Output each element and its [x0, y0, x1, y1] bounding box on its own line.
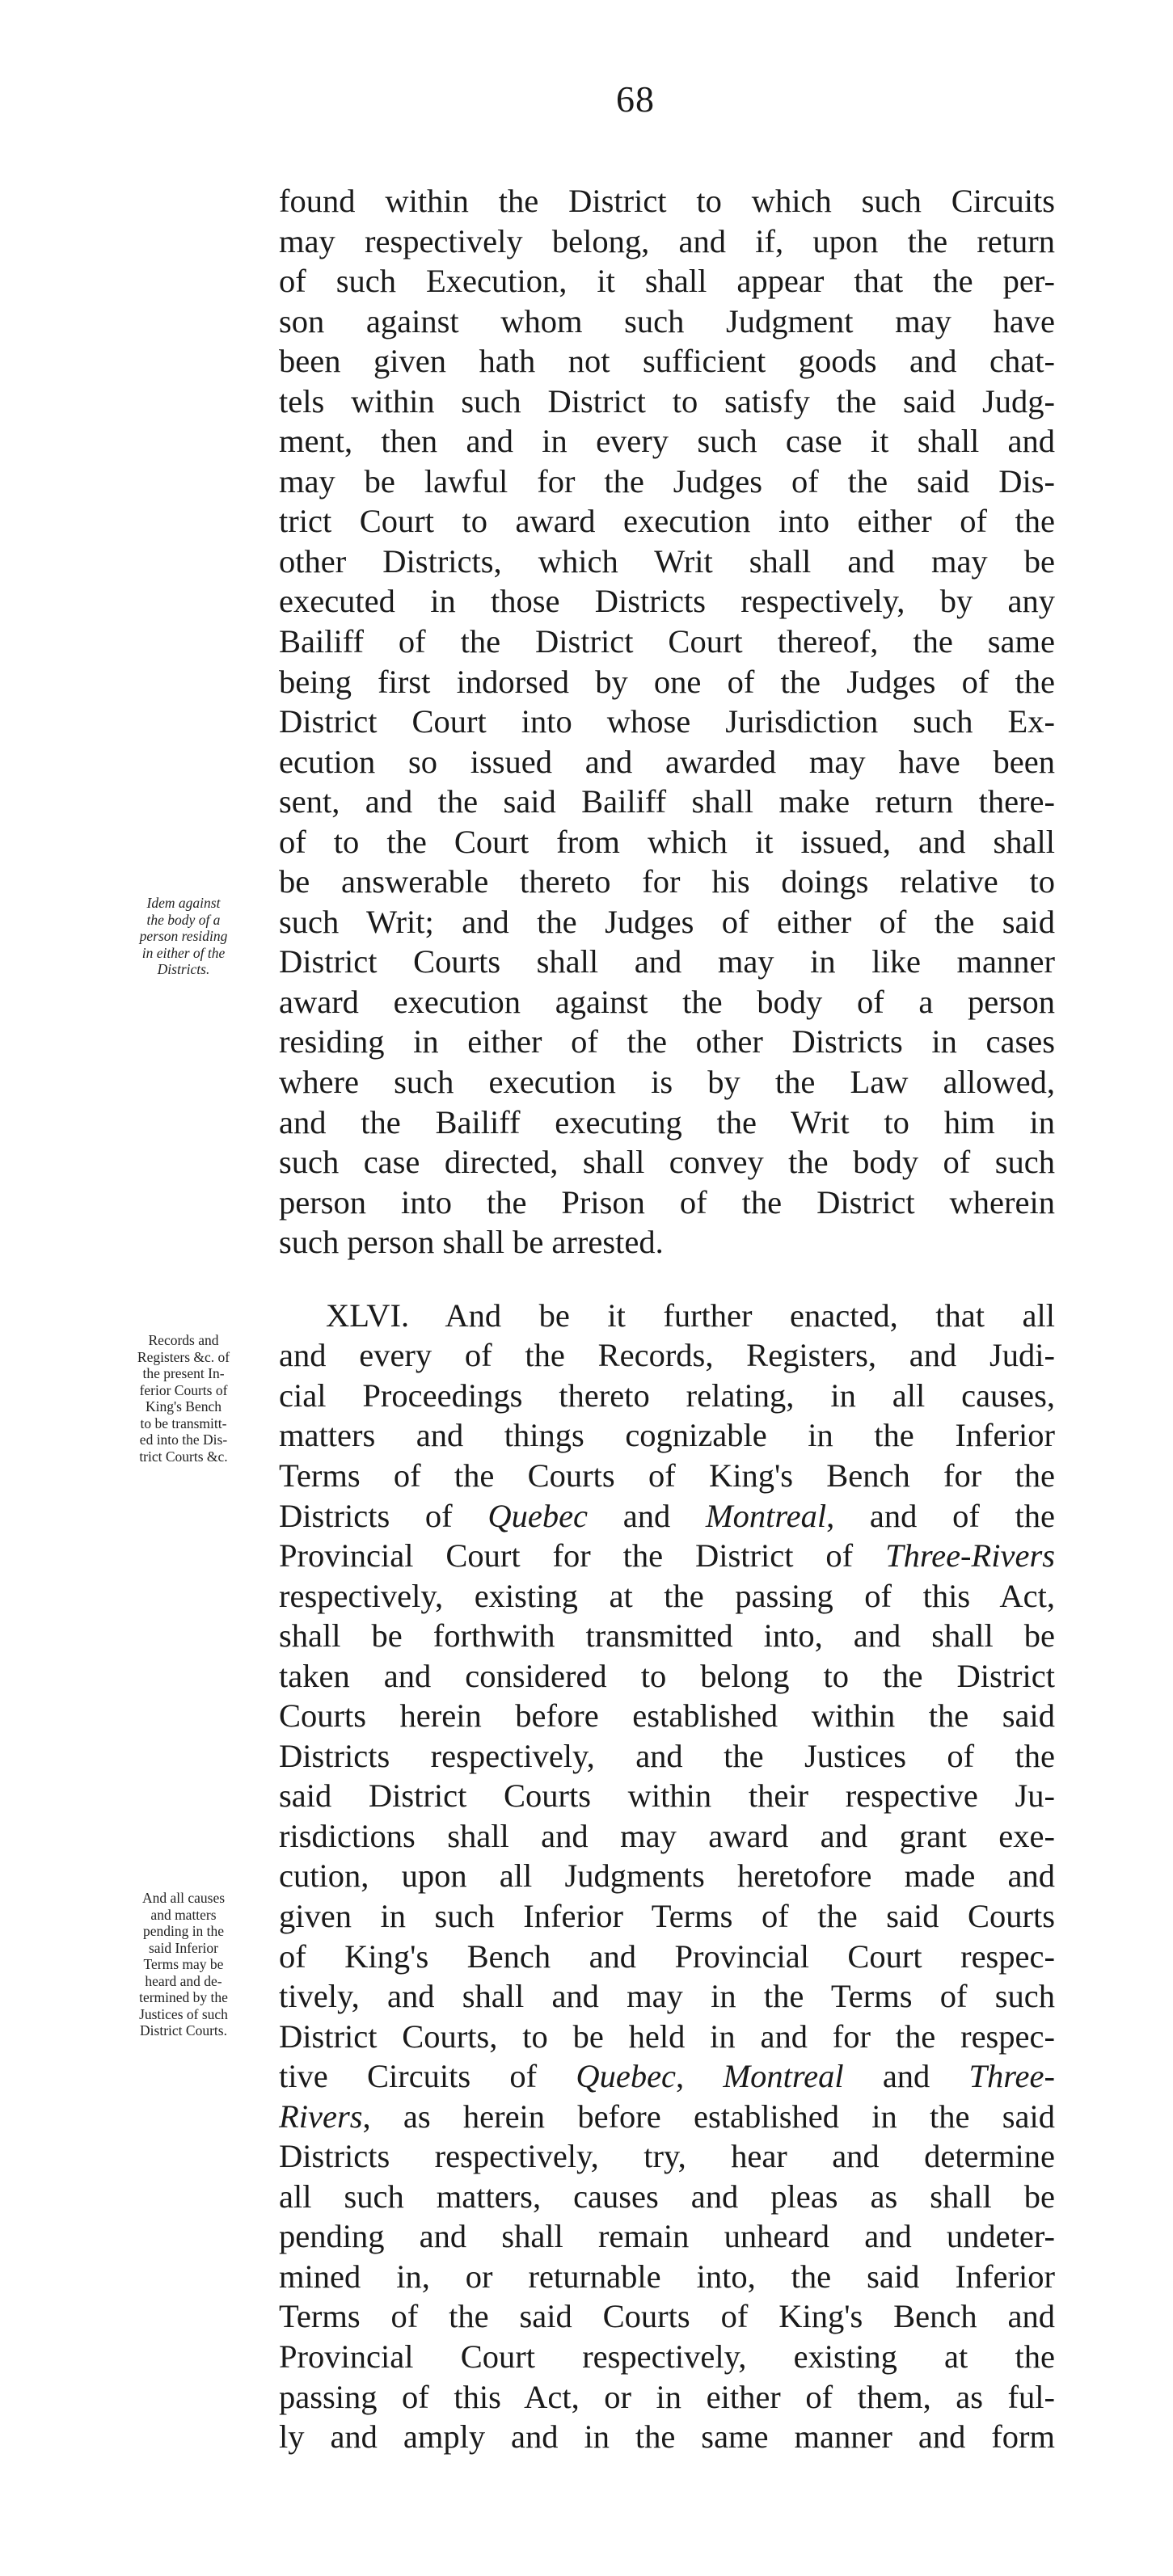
- text-line: of such Execution, it shall appear that the per-: [279, 263, 1055, 300]
- place-name-montreal: Montreal: [723, 2058, 844, 2095]
- text-line: [279, 2056, 1055, 2097]
- text-run: , and of the: [826, 1497, 1055, 1534]
- text-run: and: [843, 2058, 969, 2095]
- text-line: such person shall be arrested.: [279, 1224, 664, 1261]
- text-line: such Writ; and the Judges of either of the said: [279, 903, 1055, 940]
- text-line: executed in those Districts respectively, by any: [279, 583, 1055, 620]
- text-line: being first indorsed by one of the Judges of the: [279, 663, 1055, 700]
- text-run: , as herein before established in the said: [362, 2097, 1055, 2135]
- text-line: Districts respectively, try, hear and determine: [279, 2138, 1055, 2175]
- text-line: and the Bailiff executing the Writ to him in: [279, 1103, 1055, 1140]
- text-line: person into the Prison of the District wherein: [279, 1183, 1055, 1221]
- text-line: risdictions shall and may award and grant exe-: [279, 1817, 1055, 1854]
- place-name-three-rivers: Three-Rivers: [885, 1537, 1055, 1575]
- place-name-three-rivers: Three-: [968, 2058, 1055, 2095]
- text-line: District Court into whose Jurisdiction such Ex-: [279, 703, 1055, 740]
- text-line: cution, upon all Judgments heretofore made and: [279, 1857, 1055, 1895]
- text-run: tive Circuits of: [279, 2058, 576, 2095]
- margin-note-line: termined by the: [139, 1989, 228, 2005]
- text-line: said District Courts within their respective Ju-: [279, 1777, 1055, 1815]
- margin-note-idem: [95, 895, 272, 978]
- text-line: tively, and shall and may in the Terms of such: [279, 1978, 1055, 2015]
- margin-note-line: King's Bench: [145, 1398, 222, 1414]
- text-line: given in such Inferior Terms of the said Courts: [279, 1897, 1055, 1934]
- margin-note-line: trict Courts &c.: [139, 1448, 228, 1465]
- place-name-montreal: Montreal: [705, 1497, 827, 1534]
- text-line: Terms of the said Courts of King's Bench and: [279, 2298, 1055, 2335]
- text-line: of to the Court from which it issued, and shall: [279, 823, 1055, 860]
- paragraph-1: [279, 181, 1055, 1263]
- margin-note-line: And all causes: [141, 1890, 226, 1906]
- text-line: cial Proceedings thereto relating, in all causes,: [279, 1377, 1055, 1414]
- place-name-quebec: Quebec: [576, 2058, 677, 2095]
- text-run: ,: [676, 2058, 724, 2095]
- page-number: 68: [616, 78, 655, 120]
- margin-note-line: and matters: [150, 1906, 217, 1923]
- text-line: may respectively belong, and if, upon the return: [279, 222, 1055, 259]
- text-line: Provincial Court respectively, existing at the: [279, 2338, 1055, 2375]
- text-line: found within the District to which such Circuits: [279, 183, 1055, 219]
- text-line: award execution against the body of a person: [279, 983, 1055, 1020]
- text-line: Districts respectively, and the Justices of the: [279, 1737, 1055, 1774]
- text-line: Courts herein before established within the said: [279, 1697, 1055, 1735]
- text-line: Bailiff of the District Court thereof, the same: [279, 623, 1055, 660]
- text-run: Provincial Court for the District of: [279, 1537, 886, 1575]
- margin-note-line: person residing: [139, 928, 228, 944]
- margin-note-line: Justices of such: [139, 2005, 228, 2022]
- margin-note-line: Terms may be: [143, 1956, 224, 1972]
- margin-note-line: heard and de-: [145, 1972, 222, 1989]
- margin-note-line: to be transmitt-: [140, 1414, 227, 1431]
- text-line: and every of the Records, Registers, and Judi-: [279, 1337, 1055, 1374]
- text-line: all such matters, causes and pleas as shall be: [279, 2178, 1055, 2215]
- text-line: be answerable thereto for his doings relative to: [279, 863, 1055, 900]
- text-line: such case directed, shall convey the body of such: [279, 1144, 1055, 1181]
- text-line: ecution so issued and awarded may have been: [279, 743, 1055, 780]
- text-line: trict Court to award execution into either of the: [279, 503, 1055, 540]
- margin-note-line: Districts.: [157, 961, 210, 977]
- place-name-three-rivers: Rivers: [279, 2097, 363, 2135]
- margin-note-records: [95, 1332, 272, 1465]
- margin-note-line: the body of a: [146, 911, 221, 928]
- margin-note-line: Records and: [148, 1332, 219, 1348]
- place-name-quebec: Quebec: [487, 1497, 589, 1534]
- text-line: XLVI. And be it further enacted, that all: [326, 1296, 1055, 1334]
- text-line: District Courts, to be held in and for the respec-: [279, 2017, 1055, 2055]
- text-line: taken and considered to belong to the District: [279, 1657, 1055, 1694]
- text-line: been given hath not sufficient goods and chat-: [279, 343, 1055, 380]
- text-line: [279, 1536, 1055, 1576]
- text-run: Districts of: [279, 1497, 488, 1534]
- text-line: pending and shall remain unheard and undeter-: [279, 2218, 1055, 2255]
- margin-note-causes: [95, 1890, 272, 2039]
- text-line: ment, then and in every such case it shall and: [279, 423, 1055, 460]
- margin-note-line: ferior Courts of: [139, 1381, 228, 1398]
- text-line: Terms of the Courts of King's Bench for the: [279, 1457, 1055, 1494]
- margin-note-line: District Courts.: [140, 2022, 227, 2038]
- text-line: residing in either of the other Districts in cases: [279, 1023, 1055, 1060]
- text-run: and: [588, 1497, 706, 1534]
- text-line: mined in, or returnable into, the said Inferior: [279, 2258, 1055, 2295]
- margin-note-line: Idem against: [146, 895, 221, 911]
- paragraph-2: [279, 1296, 1055, 2457]
- margin-note-line: the present In-: [142, 1365, 225, 1381]
- margin-note-line: in either of the: [141, 944, 226, 961]
- text-line: District Courts shall and may in like manner: [279, 943, 1055, 980]
- text-line: [279, 1496, 1055, 1537]
- margin-note-line: pending in the: [142, 1923, 225, 1939]
- margin-note-line: said Inferior: [148, 1939, 218, 1956]
- margin-note-line: ed into the Dis-: [139, 1431, 228, 1448]
- text-line: where such execution is by the Law allowed,: [279, 1064, 1055, 1101]
- text-line: [279, 2097, 1055, 2137]
- text-line: other Districts, which Writ shall and may be: [279, 542, 1055, 580]
- margin-note-line: Registers &c. of: [137, 1348, 230, 1365]
- text-line: respectively, existing at the passing of this Act,: [279, 1577, 1055, 1614]
- text-line: matters and things cognizable in the Inferior: [279, 1417, 1055, 1454]
- text-line: shall be forthwith transmitted into, and shall be: [279, 1617, 1055, 1655]
- text-line: son against whom such Judgment may have: [279, 302, 1055, 339]
- text-line: sent, and the said Bailiff shall make return there-: [279, 783, 1055, 820]
- text-line: ly and amply and in the same manner and form: [279, 2418, 1055, 2456]
- main-text: [279, 181, 1055, 2457]
- text-line: tels within such District to satisfy the said Judg-: [279, 382, 1055, 419]
- text-line: passing of this Act, or in either of them, as ful-: [279, 2378, 1055, 2415]
- text-line: of King's Bench and Provincial Court respec-: [279, 1937, 1055, 1975]
- text-line: may be lawful for the Judges of the said Dis-: [279, 462, 1055, 500]
